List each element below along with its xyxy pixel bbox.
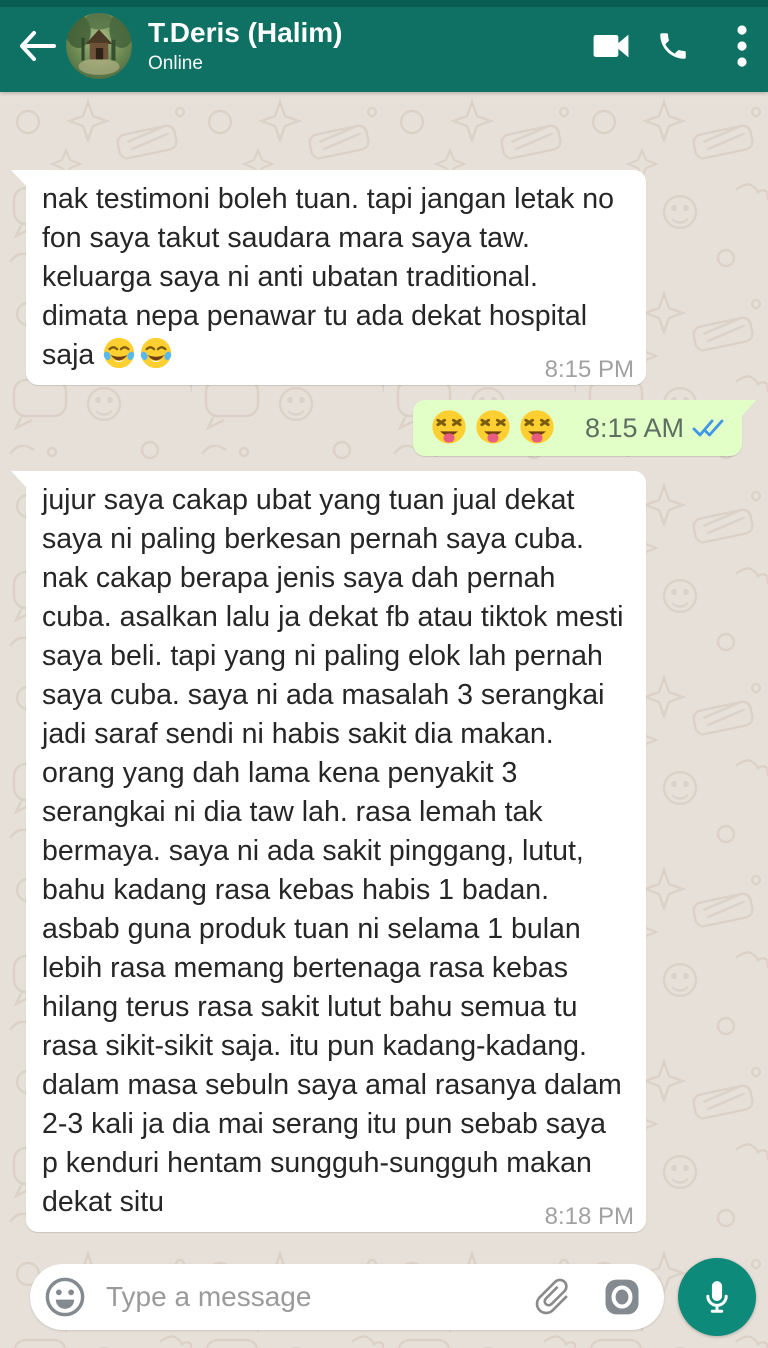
message-input-pill — [30, 1264, 664, 1330]
conversation-area — [0, 92, 768, 1348]
tongue-out-emoji-run — [429, 408, 557, 448]
message-text: jujur saya cakap ubat yang tuan jual dekat saya ni paling berkesan pernah saya cuba. nak cakap berapa jenis saya dah pernah cuba. asalkan lalu ja dekat fb atau tiktok mesti saya beli. tapi yang ni paling elok lah pernah saya cuba. saya ni ada masalah 3 serangkai jadi saraf sendi ni habis sakit dia makan. orang yang dah lama kena penyakit 3 serangkai ni dia taw lah. rasa lemah tak bermaya. saya ni ada sakit pinggang, lutut, bahu kadang rasa kebas habis 1 badan. asbab guna produk tuan ni selama 1 bulan lebih rasa memang bertenaga rasa kebas hilang terus rasa sakit lutut bahu semua tu rasa sikit-sikit saja. itu pun kadang-kadang. dalam masa sebuln saya amal rasanya dalam 2-3 kali ja dia mai serang itu pun sebab saya p kenduri hentam sungguh-sungguh makan dekat situ — [42, 484, 624, 1218]
back-arrow-icon — [17, 29, 57, 63]
message-time: 8:15 PM — [544, 356, 634, 383]
tongue-out-emoji-icon — [429, 408, 469, 448]
tongue-out-emoji-icon — [517, 408, 557, 448]
incoming-message[interactable] — [26, 170, 646, 385]
message-time: 8:18 PM — [544, 1203, 634, 1230]
spacer — [0, 385, 768, 400]
composer-trailing-icons — [532, 1274, 644, 1320]
phone-icon — [656, 29, 690, 63]
voice-record-button[interactable] — [678, 1258, 756, 1336]
voice-call-button[interactable] — [642, 16, 704, 76]
spacer — [0, 456, 768, 471]
contact-info[interactable] — [148, 17, 343, 74]
menu-button[interactable] — [704, 16, 748, 76]
message-time-status — [585, 413, 726, 444]
attach-button[interactable] — [532, 1276, 574, 1318]
video-call-icon — [589, 24, 633, 68]
back-button[interactable] — [14, 23, 60, 69]
presence-status: Online — [148, 52, 203, 74]
emoji-picker-button[interactable] — [42, 1274, 88, 1320]
message-stream — [0, 92, 768, 1232]
camera-icon — [600, 1274, 644, 1320]
kebab-menu-icon — [736, 22, 748, 70]
outgoing-message[interactable] — [413, 400, 742, 456]
chat-header — [0, 0, 768, 92]
laughing-emoji-icon — [139, 336, 173, 370]
smiley-icon — [42, 1274, 88, 1320]
message-input[interactable] — [104, 1280, 532, 1314]
camera-button[interactable] — [600, 1274, 644, 1320]
video-call-button[interactable] — [580, 16, 642, 76]
incoming-message[interactable] — [26, 471, 646, 1232]
avatar-photo — [66, 13, 132, 79]
laughing-emoji-run — [99, 351, 173, 368]
read-double-check-icon — [692, 417, 726, 439]
message-text: nak testimoni boleh tuan. tapi jangan letak no fon saya takut saudara mara saya taw. keluarga saya ni anti ubatan traditional. dimata nepa penawar tu ada dekat hospital saja — [42, 183, 614, 371]
composer-bar — [0, 1258, 768, 1336]
message-time: 8:15 AM — [584, 412, 684, 443]
contact-avatar[interactable] — [66, 13, 132, 79]
paperclip-icon — [523, 1267, 582, 1326]
laughing-emoji-icon — [102, 336, 136, 370]
contact-name: T.Deris (Halim) — [148, 17, 343, 49]
microphone-icon — [698, 1278, 736, 1316]
tongue-out-emoji-icon — [473, 408, 513, 448]
header-actions — [580, 16, 748, 76]
